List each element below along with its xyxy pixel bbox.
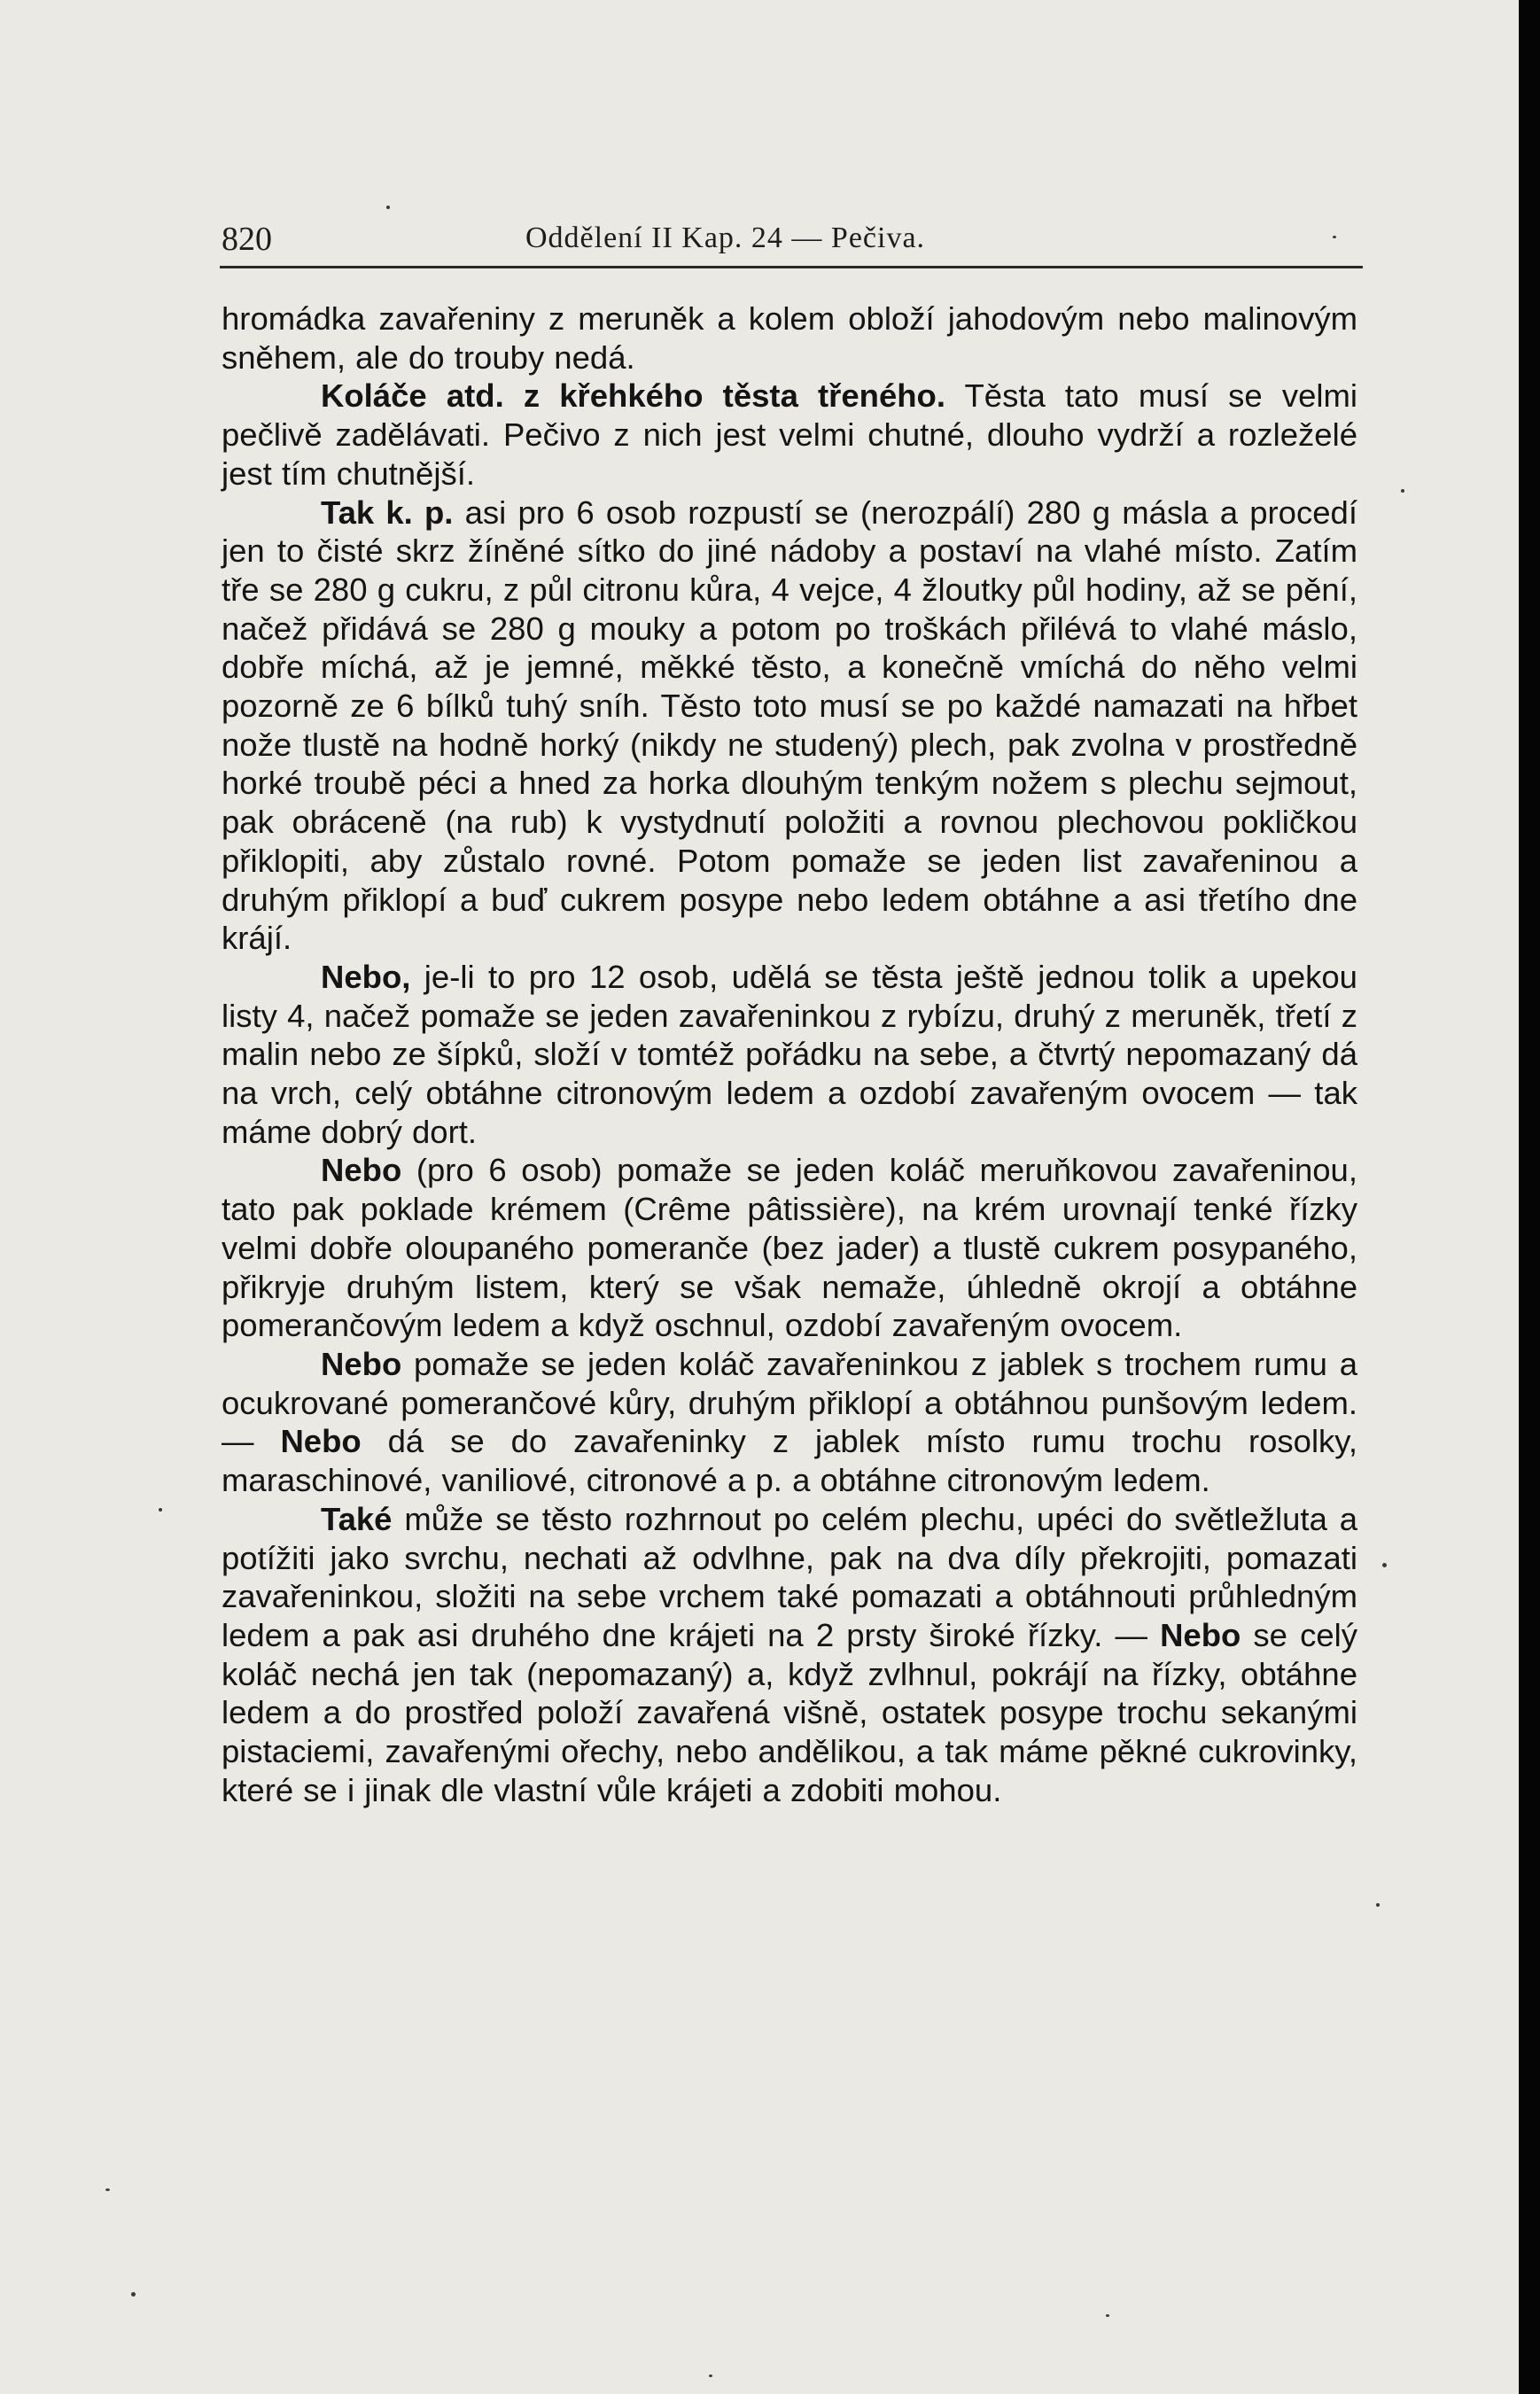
scan-speck [105,2188,110,2191]
text-run: Těsta tato musí se velmi pečlivě zadělávati. Pečivo z nich jest velmi chutné, dlouho vydrží a rozleželé jest tím chutnější. [222,377,1357,492]
text-run: hromádka zavařeniny z meruněk a kolem obloží jahodovým nebo malinovým sněhem, ale do trouby nedá. [222,300,1357,376]
page-number: 820 [222,221,272,258]
paragraph-4 [222,1151,1357,1345]
scan-speck [1382,1563,1387,1567]
header-rule [220,266,1363,268]
running-title: Oddělení II Kap. 24 — Pečiva. [525,222,926,254]
run-heading: Nebo [280,1423,362,1460]
text-run: může se těsto rozhrnout po celém plechu, upéci do světležluta a potížiti jako svrchu, nechati až odvlhne, pak na dva díly překrojiti, pomazati zavařeninkou, složiti na sebe vrchem také pomazati a obtáhnouti průhledným ledem a pak asi druhého dne krájeti na 2 prsty široké řízky. — [222,1500,1357,1653]
run-heading: Nebo [321,1345,402,1382]
scan-border [1519,0,1540,2394]
page-header [222,220,1360,262]
scan-speck [131,2292,136,2297]
paragraph-6 [222,1500,1357,1810]
paragraph-0 [222,299,1357,377]
paragraph-3 [222,958,1357,1152]
text-run: asi pro 6 osob rozpustí se (nerozpálí) 280 g másla a procedí jen to čisté skrz žíněné sítko do jiné nádoby a postaví na vlahé místo. Zatím tře se 280 g cukru, z půl citronu kůra, 4 vejce, 4 žloutky půl hodiny, až se pění, načež přidává se 280 g mouky a potom po troškách přilévá to vlahé máslo, dobře míchá, až je jemné, měkké těsto, a konečně vmíchá do něho velmi pozorně ze 6 bílků tuhý sníh. Těsto toto musí se po každé namazati na hřbet nože tlustě na hodně horký (nikdy ne studený) plech, pak zvolna v prostředně horké troubě péci a hned za horka dlouhým tenkým nožem s plechu sejmout, pak obráceně (na rub) k vystydnutí položiti a rovnou plechovou pokličkou přiklopiti, aby zůstalo rovné. Potom pomaže se jeden list zavařeninou a druhým přiklopí a buď cukrem posype nebo ledem obtáhne a asi třetího dne krájí. [222,494,1357,957]
paragraph-5 [222,1345,1357,1500]
text-run: je-li to pro 12 osob, udělá se těsta ještě jednou tolik a upekou listy 4, načež pomaže se jeden zavařeninkou z rybízu, druhý z meruněk, třetí z malin nebo ze šípků, složí v tomtéž pořádku na sebe, a čtvrtý nepomazaný dá na vrch, celý obtáhne citronovým ledem a ozdobí zavařeným ovocem — tak máme dobrý dort. [222,958,1357,1150]
scan-speck [386,206,390,209]
body-text [222,299,1357,1809]
text-run: dá se do zavařeninky z jablek místo rumu trochu rosolky, maraschinové, vaniliové, citronové a p. a obtáhne citronovým ledem. [222,1423,1357,1499]
scan-speck [709,2375,712,2377]
scan-speck [1333,236,1336,238]
run-heading: Tak k. p. [321,494,454,531]
scan-speck [159,1508,162,1512]
scan-speck [1376,1903,1380,1907]
run-heading: Také [321,1500,393,1537]
text-run: se celý koláč nechá jen tak (nepomazaný) a, když zvlhnul, pokrájí na řízky, obtáhne ledem a do prostřed položí zavařená višně, ostatek posype trochu sekanými pistaciemi, zavařenými ořechy, nebo andělikou, a tak máme pěkné cukrovinky, které se i jinak dle vlastní vůle krájeti a zdobiti mohou. [222,1616,1357,1808]
paragraph-1 [222,377,1357,493]
run-heading: Nebo [1160,1616,1241,1653]
run-heading: Nebo [321,1152,402,1189]
run-heading: Nebo, [321,958,411,995]
paragraph-2 [222,494,1357,958]
text-run: (pro 6 osob) pomaže se jeden koláč meruňkovou zavařeninou, tato pak poklade krémem (Crême pâtissière), na krém urovnají tenké řízky velmi dobře oloupaného pomeranče (bez jader) a tlustě cukrem posypaného, přikryje druhým listem, který se však nemaže, úhledně okrojí a obtáhne pomerančovým ledem a když oschnul, ozdobí zavařeným ovocem. [222,1152,1357,1344]
scan-speck [1106,2314,1109,2317]
text-run: pomaže se jeden koláč zavařeninkou z jablek s trochem rumu a ocukrované pomerančové kůry, druhým přiklopí a obtáhnou punšovým ledem. — [222,1345,1357,1460]
scan-speck [1401,489,1404,493]
run-heading: Koláče atd. z křehkého těsta třeného. [321,377,945,415]
